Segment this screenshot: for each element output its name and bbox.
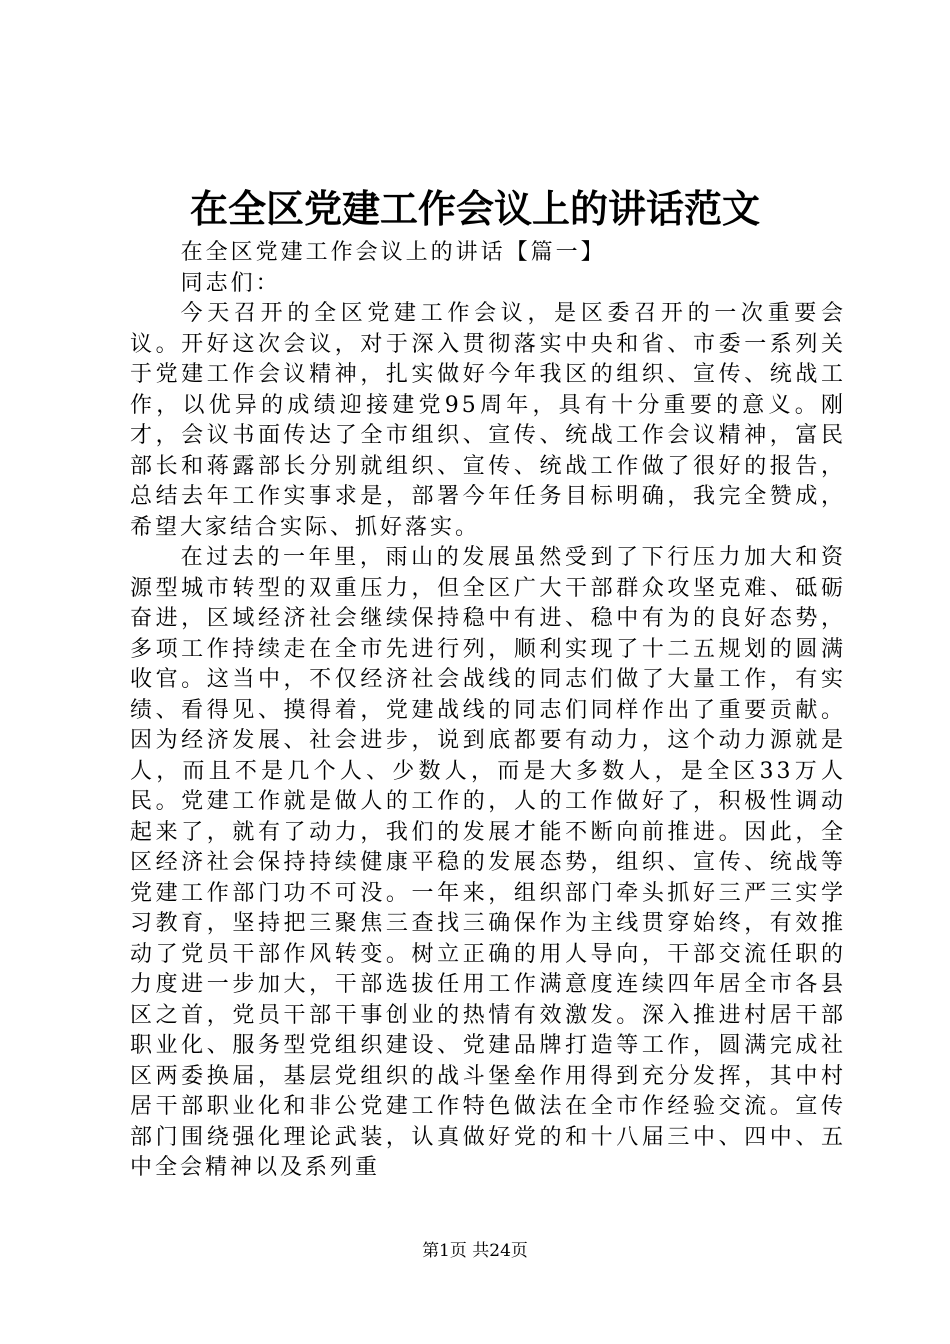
page-number-footer: 第1页 共24页 xyxy=(422,1241,528,1261)
section-heading: 在全区党建工作会议上的讲话【篇一】 xyxy=(180,240,606,265)
body-paragraph: 今天召开的全区党建工作会议，是区委召开的一次重要会议。开好这次会议，对于深入贯彻落实中央和省、市委一系列关于党建工作会议精神，扎实做好今年我区的组织、宣传、统战工作，以优异的成绩迎接建党95周年，具有十分重要的意义。刚才，会议书面传达了全市组织、宣传、统战工作会议精神，富民部长和蒋露部长分别就组织、宣传、统战工作做了很好的报告，总结去年工作实事求是，部署今年任务目标明确，我完全赞成，希望大家结合实际、抓好落实。 xyxy=(130,301,846,540)
document-body xyxy=(130,238,846,1184)
body-paragraph: 在过去的一年里，雨山的发展虽然受到了下行压力加大和资源型城市转型的双重压力，但全区广大干部群众攻坚克难、砥砺奋进，区域经济社会继续保持稳中有进、稳中有为的良好态势，多项工作持续走在全市先进行列，顺利实现了十二五规划的圆满收官。这当中，不仅经济社会战线的同志们做了大量工作，有实绩、看得见、摸得着，党建战线的同志们同样作出了重要贡献。因为经济发展、社会进步，说到底都要有动力，这个动力源就是人，而且不是几个人、少数人，而是大多数人，是全区33万人民。党建工作就是做人的工作的，人的工作做好了，积极性调动起来了，就有了动力，我们的发展才能不断向前推进。因此，全区经济社会保持持续健康平稳的发展态势，组织、宣传、统战等党建工作部门功不可没。一年来，组织部门牵头抓好三严三实学习教育，坚持把三聚焦三查找三确保作为主线贯穿始终，有效推动了党员干部作风转变。树立正确的用人导向，干部交流任职的力度进一步加大，干部选拔任用工作满意度连续四年居全市各县区之首，党员干部干事创业的热情有效激发。深入推进村居干部职业化、服务型党组织建设、党建品牌打造等工作，圆满完成社区两委换届，基层党组织的战斗堡垒作用得到充分发挥，其中村居干部职业化和非公党建工作特色做法在全市作经验交流。宣传部门围绕强化理论武装，认真做好党的和十八届三中、四中、五中全会精神以及系列重 xyxy=(130,545,846,1180)
salutation: 同志们： xyxy=(180,270,281,296)
document-title: 在全区党建工作会议上的讲话范文 xyxy=(189,186,760,231)
